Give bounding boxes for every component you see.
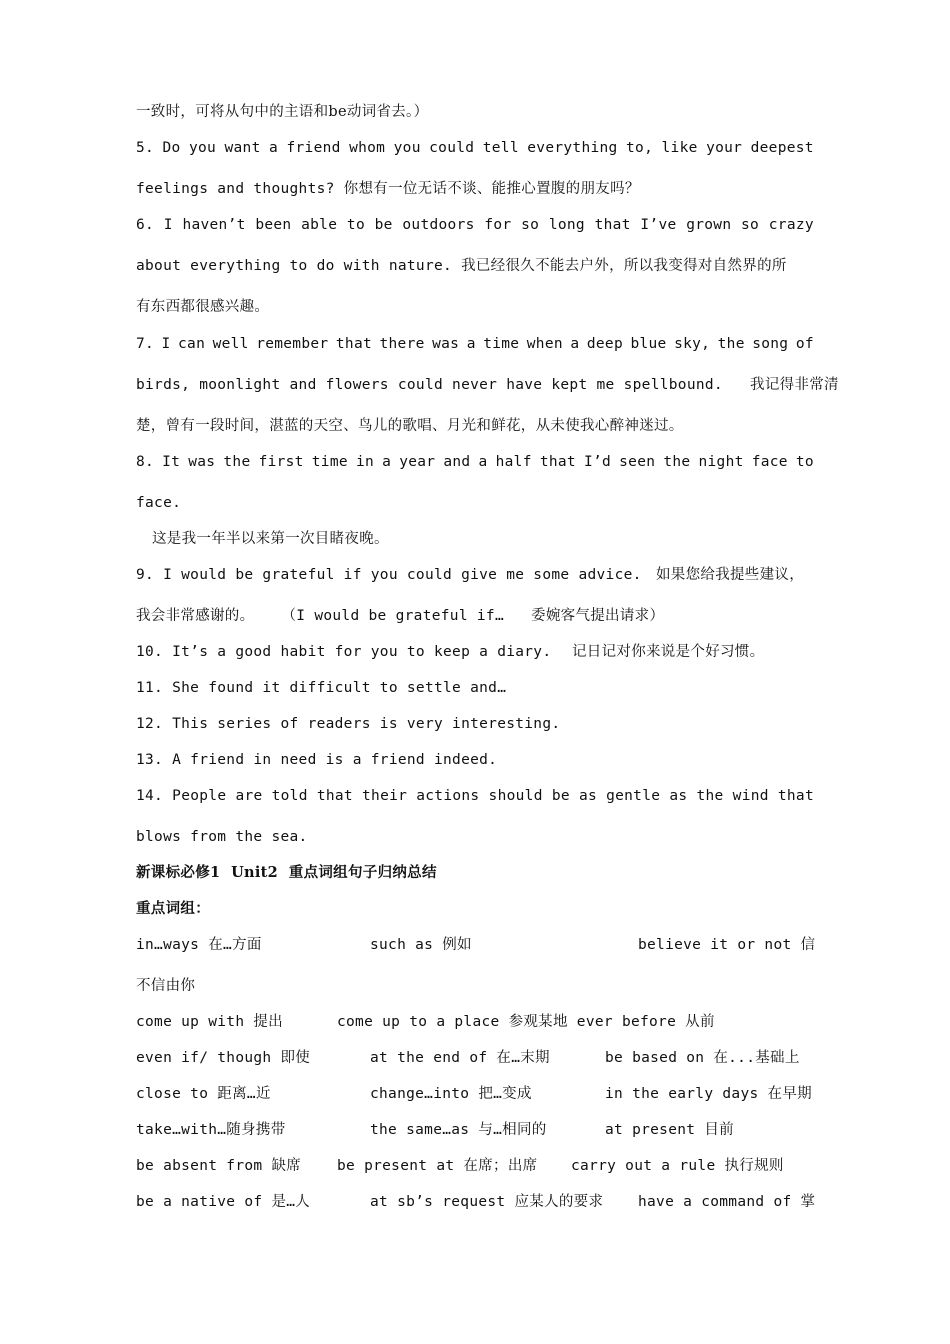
sentence-13: 13. A friend in need is a friend indeed. (136, 752, 498, 768)
word: year (399, 454, 436, 470)
sentence-5-line-2: feelings and thoughts? 你想有一位无话不谈、能推心置腹的朋友吗？ (136, 181, 640, 197)
word: face (751, 454, 788, 470)
word: Do (162, 140, 181, 156)
word: to, (626, 140, 654, 156)
phrase: at the end of 在…末期 (370, 1050, 550, 1066)
sentence-6-line-1 (136, 215, 814, 235)
word: I’d (584, 454, 612, 470)
word: a (466, 336, 476, 352)
phrase: even if/ though 即使 (136, 1050, 311, 1066)
word: night (698, 454, 744, 470)
phrase: have a command of 掌 (638, 1194, 816, 1210)
word: 6. (136, 217, 155, 233)
word: that (316, 788, 353, 804)
word: the (717, 336, 745, 352)
phrase-row (136, 1192, 814, 1212)
word: as (578, 788, 598, 804)
word: the (696, 788, 724, 804)
sentence-7-line-3: 楚，曾有一段时间，湛蓝的天空、鸟儿的歌唱、月光和鲜花，从未使我心醉神迷过。 (136, 418, 684, 434)
word: so (521, 217, 540, 233)
phrase-row (136, 1012, 814, 1032)
phrase-row (136, 935, 814, 955)
sentence-9-line-1 (136, 565, 804, 585)
word: time (311, 454, 348, 470)
word: blue (630, 336, 667, 352)
phrase: change…into 把…变成 (370, 1086, 532, 1102)
sentence-8-translation: 这是我一年半以来第一次目睹夜晚。 (152, 531, 389, 547)
sentence-10 (136, 642, 765, 662)
word: be (551, 788, 570, 804)
word: I (163, 217, 173, 233)
word: whom (349, 140, 386, 156)
word: a (382, 454, 392, 470)
word: there (379, 336, 425, 352)
word: in (355, 454, 375, 470)
phrase: such as 例如 (370, 937, 472, 953)
phrase: carry out a rule 执行规则 (571, 1158, 784, 1174)
word: your (706, 140, 743, 156)
word: crazy (768, 217, 814, 233)
word: want (224, 140, 261, 156)
sentence-6-line-3: 有东西都很感兴趣。 (136, 299, 270, 315)
word: tell (482, 140, 519, 156)
word: a (570, 336, 580, 352)
word: outdoors (402, 217, 475, 233)
word: can (178, 336, 206, 352)
word: are (235, 788, 263, 804)
english-text: 10. It’s a good habit for you to keep a diary. (136, 644, 552, 660)
word: the (663, 454, 691, 470)
word: first (258, 454, 304, 470)
sentence-8-line-2: face. (136, 495, 182, 511)
text-line: 一致时，可将从句中的主语和be动词省去。） (136, 104, 429, 120)
sentence-8-line-1 (136, 452, 814, 472)
phrase: in the early days 在早期 (605, 1086, 812, 1102)
word: as (669, 788, 688, 804)
word: song (752, 336, 789, 352)
chinese-text: 如果您给我提些建议， (656, 567, 804, 583)
word: 7. (136, 336, 155, 352)
sentence-7-line-2: birds, moonlight and flowers could never have kept me spellbound. 我记得非常清 (136, 377, 839, 393)
word: everything (527, 140, 618, 156)
word: could (429, 140, 475, 156)
word: a (269, 140, 279, 156)
word: I (161, 336, 171, 352)
phrase: at present 目前 (605, 1122, 734, 1138)
sentence-14-line-1 (136, 786, 814, 806)
phrase-row-continuation: 不信由你 (136, 978, 196, 994)
word: wind (732, 788, 769, 804)
word: half (495, 454, 532, 470)
word: able (301, 217, 338, 233)
word: that (539, 454, 576, 470)
word: actions (416, 788, 480, 804)
phrase-row (136, 1048, 814, 1068)
word: their (362, 788, 408, 804)
phrase-row (136, 1084, 814, 1104)
word: People (172, 788, 227, 804)
word: long (548, 217, 585, 233)
word: should (488, 788, 543, 804)
word: remember (256, 336, 329, 352)
phrase: the same…as 与…相同的 (370, 1122, 547, 1138)
word: for (484, 217, 512, 233)
word: well (212, 336, 249, 352)
phrase: be present at 在席；出席 (337, 1158, 538, 1174)
phrase: be absent from 缺席 (136, 1158, 302, 1174)
word: 14. (136, 788, 164, 804)
sentence-5-line-1 (136, 138, 814, 158)
word: sky, (674, 336, 711, 352)
word: was (432, 336, 460, 352)
sentence-6-line-2: about everything to do with nature. 我已经很久不能去户外，所以我变得对自然界的所 (136, 258, 787, 274)
phrase: come up to a place 参观某地 ever before 从前 (337, 1014, 715, 1030)
chinese-text: 记日记对你来说是个好习惯。 (572, 644, 765, 660)
phrase: take…with…随身携带 (136, 1122, 286, 1138)
word: I’ve (640, 217, 677, 233)
word: when (526, 336, 563, 352)
sentence-9-line-2: 我会非常感谢的。 （I would be grateful if… 委婉客气提出请求） (136, 608, 665, 624)
sentence-12: 12. This series of readers is very interesting. (136, 716, 561, 732)
word: was (188, 454, 216, 470)
phrase: come up with 提出 (136, 1014, 283, 1030)
word: 8. (136, 454, 155, 470)
word: 5. (136, 140, 155, 156)
word: that (594, 217, 631, 233)
word: you (188, 140, 217, 156)
section-heading: 新课标必修1 Unit2 重点词组句子归纳总结 (136, 864, 437, 881)
phrase: be a native of 是…人 (136, 1194, 311, 1210)
phrase: be based on 在...基础上 (605, 1050, 800, 1066)
word: that (777, 788, 814, 804)
sentence-7-line-1 (136, 334, 814, 354)
phrase: at sb’s request 应某人的要求 (370, 1194, 604, 1210)
word: been (255, 217, 292, 233)
word: gentle (606, 788, 661, 804)
phrase-row (136, 1120, 814, 1140)
sentence-14-line-2: blows from the sea. (136, 829, 308, 845)
word: to (795, 454, 814, 470)
word: a (478, 454, 488, 470)
phrase: in…ways 在…方面 (136, 937, 262, 953)
word: grown (686, 217, 732, 233)
phrase-row (136, 1156, 814, 1176)
word: friend (286, 140, 341, 156)
word: the (223, 454, 251, 470)
sentence-11: 11. She found it difficult to settle and… (136, 680, 507, 696)
word: It (162, 454, 181, 470)
word: deepest (750, 140, 814, 156)
word: like (661, 140, 698, 156)
subsection-heading: 重点词组： (136, 900, 210, 917)
word: of (795, 336, 814, 352)
word: you (393, 140, 421, 156)
word: and (443, 454, 471, 470)
phrase: close to 距离…近 (136, 1086, 271, 1102)
phrase: believe it or not 信 (638, 937, 816, 953)
word: haven’t (182, 217, 246, 233)
word: be (374, 217, 393, 233)
word: deep (586, 336, 623, 352)
word: told (271, 788, 308, 804)
english-text: 9. I would be grateful if you could give me some advice. (136, 567, 642, 583)
word: that (335, 336, 373, 352)
word: seen (619, 454, 656, 470)
word: so (741, 217, 760, 233)
word: time (483, 336, 520, 352)
word: to (346, 217, 365, 233)
